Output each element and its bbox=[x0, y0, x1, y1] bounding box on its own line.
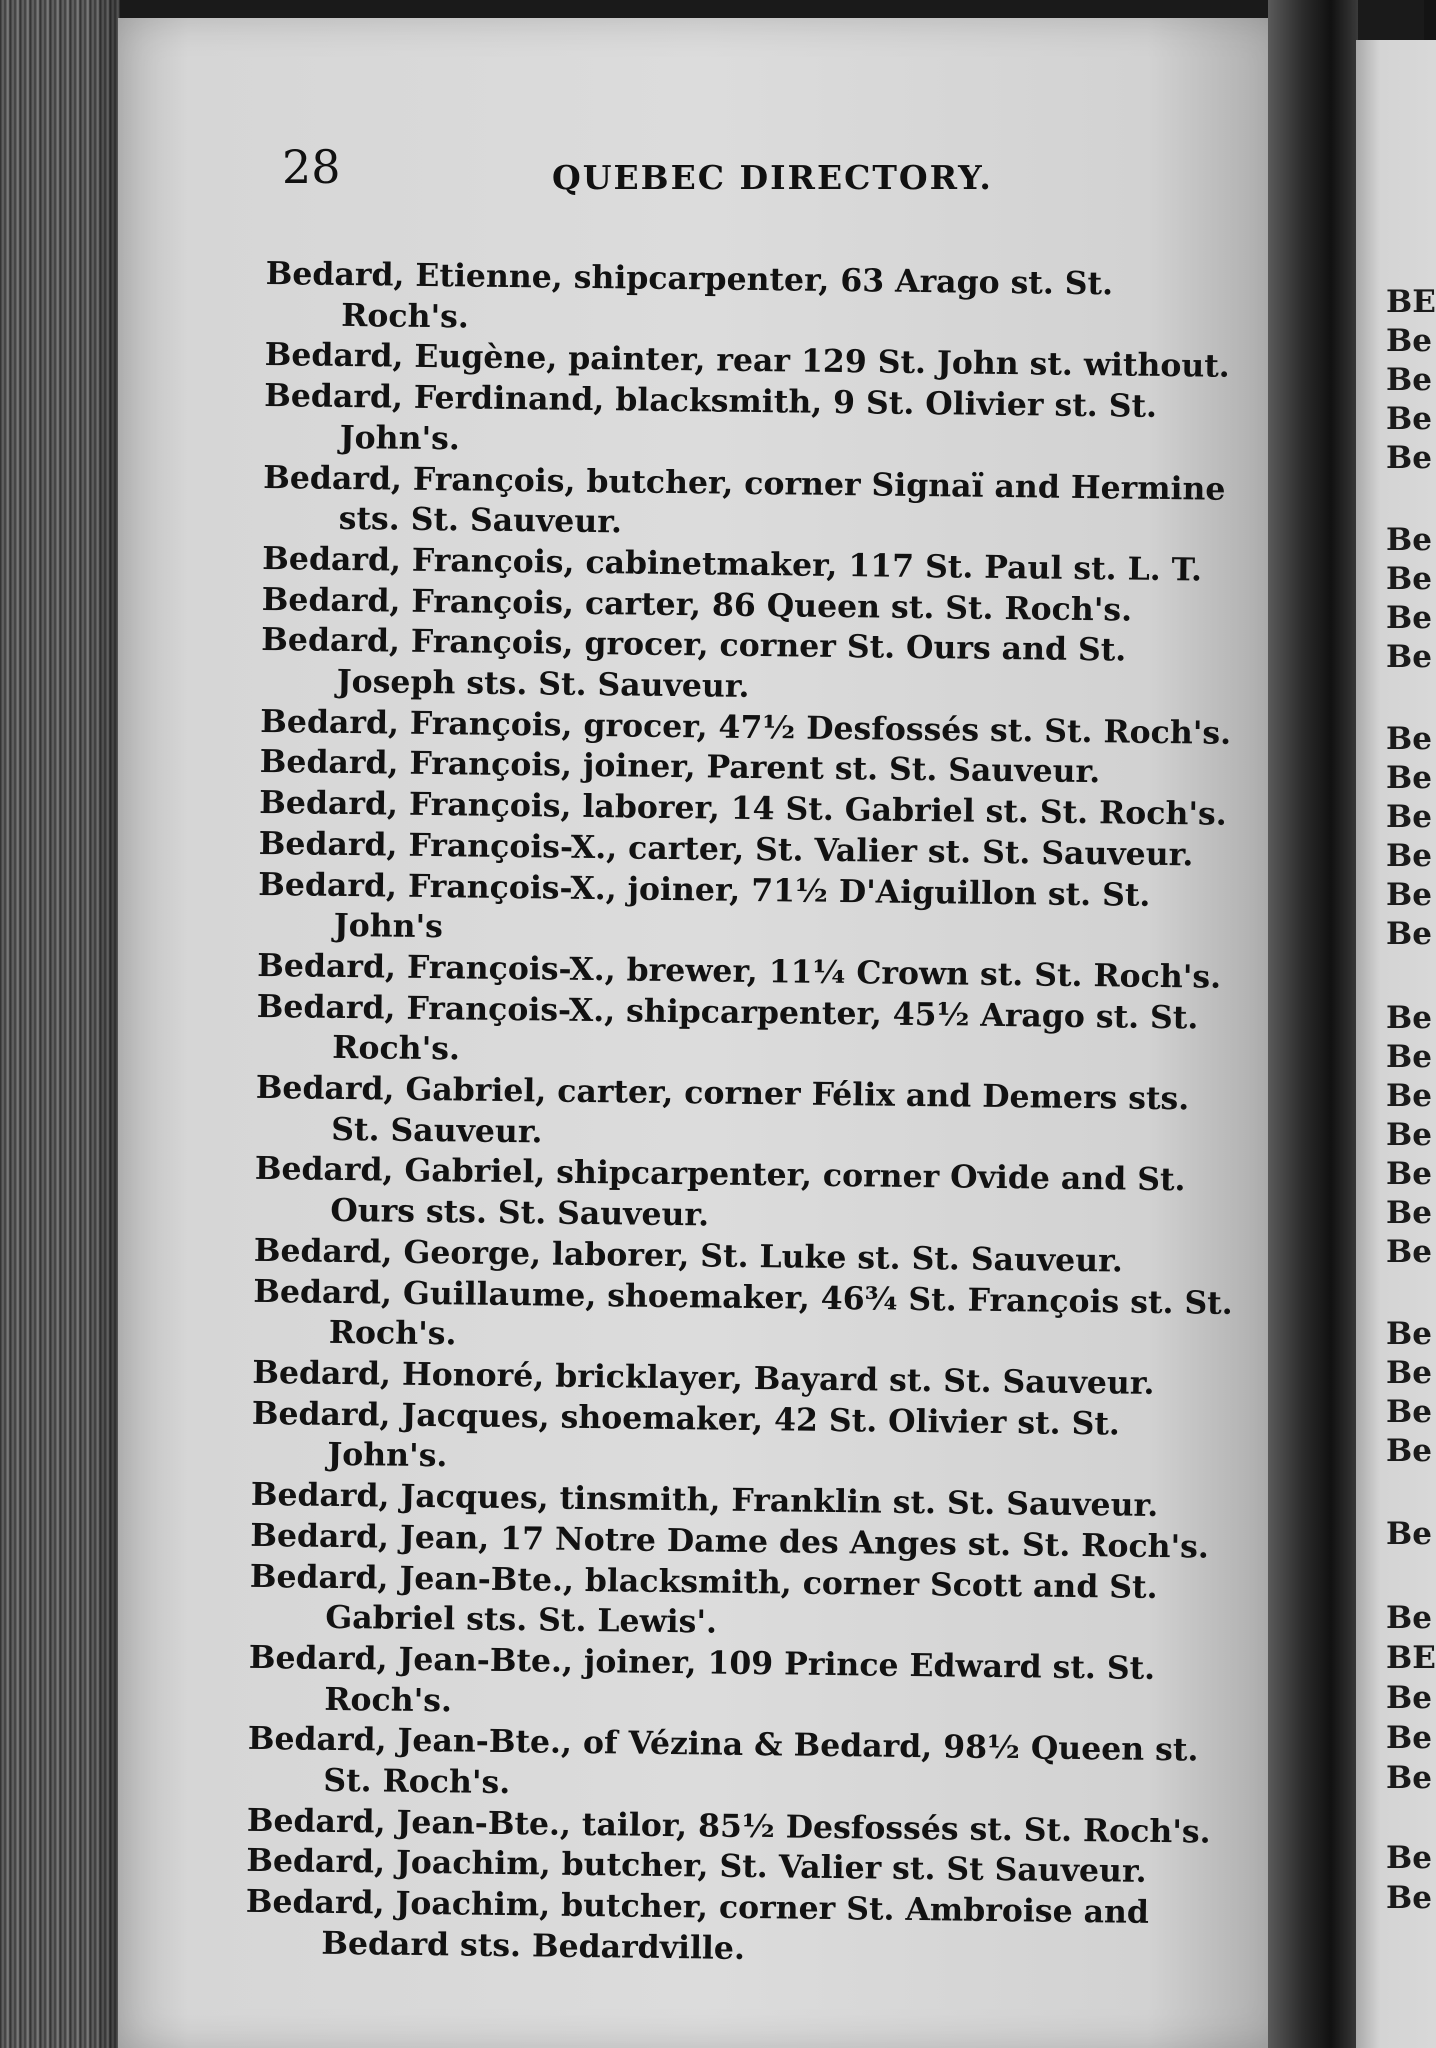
adjacent-page-fragment: Be bbox=[1386, 1039, 1432, 1075]
adjacent-page-fragment: Be bbox=[1386, 1760, 1432, 1796]
directory-entry: Bedard, Jean-Bte., of Vézina & Bedard, 98½ Queen st. St. Roch's. bbox=[247, 1720, 1199, 1802]
directory-entry: Bedard, Ferdinand, blacksmith, 9 St. Olivier st. St. John's. bbox=[264, 377, 1158, 458]
adjacent-page-fragment: Be bbox=[1386, 1000, 1432, 1036]
directory-entry: Bedard, François-X., brewer, 11¼ Crown st. St. Roch's. bbox=[257, 946, 1222, 996]
adjacent-page-fragment: Be bbox=[1386, 639, 1432, 675]
directory-entry: Bedard, François-X., carter, St. Valier st. St. Sauveur. bbox=[258, 824, 1194, 874]
adjacent-page-fragment: Be bbox=[1386, 760, 1432, 796]
directory-entry: Bedard, François-X., shipcarpenter, 45½ Arago st. St. Roch's. bbox=[256, 987, 1199, 1068]
adjacent-page-fragment: Be bbox=[1386, 323, 1432, 359]
adjacent-page-fragment: Be bbox=[1386, 1516, 1432, 1552]
adjacent-page-fragment: Be bbox=[1386, 440, 1432, 476]
directory-entry: Bedard, Jean-Bte., blacksmith, corner Scott and St. Gabriel sts. St. Lewis'. bbox=[249, 1557, 1158, 1641]
adjacent-page-fragment: Be bbox=[1386, 1680, 1432, 1716]
adjacent-page-fragment: Be bbox=[1386, 600, 1432, 636]
adjacent-page-fragment: Be bbox=[1386, 1234, 1432, 1270]
page-edges bbox=[0, 0, 120, 2048]
adjacent-page bbox=[1356, 40, 1436, 2048]
directory-entry: Bedard, Joachim, butcher, corner St. Ambroise and Bedard sts. Bedardville. bbox=[245, 1883, 1150, 1967]
directory-entry: Bedard, Jacques, shoemaker, 42 St. Olivier st. St. John's. bbox=[251, 1394, 1121, 1475]
adjacent-page-fragment: BE bbox=[1386, 1640, 1436, 1676]
directory-entry: Bedard, Eugène, painter, rear 129 St. John st. without. bbox=[264, 336, 1230, 386]
adjacent-page-fragment: Be bbox=[1386, 1880, 1432, 1916]
running-head: QUEBEC DIRECTORY. bbox=[552, 158, 993, 197]
adjacent-page-fragment: Be bbox=[1386, 1600, 1432, 1636]
adjacent-page-fragment: Be bbox=[1386, 877, 1432, 913]
directory-entry: Bedard, Honoré, bricklayer, Bayard st. St. Sauveur. bbox=[252, 1353, 1155, 1402]
directory-entry: Bedard, Jean, 17 Notre Dame des Anges st. St. Roch's. bbox=[250, 1516, 1210, 1566]
directory-entry: Bedard, Joachim, butcher, St. Valier st. St Sauveur. bbox=[246, 1842, 1147, 1891]
adjacent-page-fragment: Be bbox=[1386, 561, 1432, 597]
adjacent-page-fragment: Be bbox=[1386, 1156, 1432, 1192]
adjacent-page-fragment: Be bbox=[1386, 916, 1432, 952]
adjacent-page-fragment: Be bbox=[1386, 1355, 1432, 1391]
adjacent-page-fragment: Be bbox=[1386, 1720, 1432, 1756]
page-number: 28 bbox=[282, 140, 341, 194]
adjacent-page-fragment: Be bbox=[1386, 838, 1432, 874]
adjacent-page-fragment: Be bbox=[1386, 1394, 1432, 1430]
directory-entry: Bedard, François, grocer, corner St. Ours and St. Joseph sts. St. Sauveur. bbox=[261, 621, 1127, 705]
directory-entry: Bedard, François, carter, 86 Queen st. St. Roch's. bbox=[261, 580, 1133, 629]
book-gutter bbox=[1268, 0, 1358, 2048]
directory-entry: Bedard, Jean-Bte., joiner, 109 Prince Edward st. St. Roch's. bbox=[248, 1638, 1156, 1719]
directory-entry: Bedard, Gabriel, carter, corner Félix and Demers sts. St. Sauveur. bbox=[255, 1069, 1190, 1151]
adjacent-page-fragment: Be bbox=[1386, 1316, 1432, 1352]
adjacent-page-fragment: Be bbox=[1386, 1433, 1432, 1469]
adjacent-page-fragment: Be bbox=[1386, 362, 1432, 398]
directory-entry: Bedard, François, cabinetmaker, 117 St. Paul st. L. T. bbox=[262, 539, 1203, 589]
directory-entry: Bedard, George, laborer, St. Luke st. St. Sauveur. bbox=[253, 1231, 1124, 1280]
directory-entry: Bedard, Jean-Bte., tailor, 85½ Desfossés st. St. Roch's. bbox=[246, 1801, 1211, 1851]
adjacent-page-fragment: Be bbox=[1386, 721, 1432, 757]
directory-entry: Bedard, François, grocer, 47½ Desfossés st. St. Roch's. bbox=[260, 702, 1232, 752]
adjacent-page-fragment: Be bbox=[1386, 401, 1432, 437]
directory-entry: Bedard, François, laborer, 14 St. Gabriel st. St. Roch's. bbox=[259, 784, 1227, 833]
adjacent-page-fragment: Be bbox=[1386, 1840, 1432, 1876]
directory-entry: Bedard, François, butcher, corner Signaï and Hermine sts. St. Sauveur. bbox=[263, 458, 1226, 541]
directory-entries bbox=[245, 254, 1246, 1975]
adjacent-page-fragment: Be bbox=[1386, 522, 1432, 558]
adjacent-page-fragment: Be bbox=[1386, 1195, 1432, 1231]
directory-entry: Bedard, Gabriel, shipcarpenter, corner Ovide and St. Ours sts. St. Sauveur. bbox=[254, 1150, 1186, 1234]
directory-entry: Bedard, Guillaume, shoemaker, 46¾ St. François st. St. Roch's. bbox=[253, 1272, 1233, 1353]
adjacent-page-fragment: BE bbox=[1386, 284, 1436, 320]
directory-entry: Bedard, François-X., joiner, 71½ D'Aiguillon st. St. John's bbox=[258, 865, 1151, 946]
adjacent-page-fragment: Be bbox=[1386, 799, 1432, 835]
adjacent-page-fragment: Be bbox=[1386, 1078, 1432, 1114]
directory-entry: Bedard, Etienne, shipcarpenter, 63 Arago st. St. Roch's. bbox=[265, 254, 1114, 336]
directory-entry: Bedard, François, joiner, Parent st. St. Sauveur. bbox=[259, 743, 1101, 791]
directory-entry: Bedard, Jacques, tinsmith, Franklin st. St. Sauveur. bbox=[250, 1476, 1159, 1525]
adjacent-page-fragment: Be bbox=[1386, 1117, 1432, 1153]
